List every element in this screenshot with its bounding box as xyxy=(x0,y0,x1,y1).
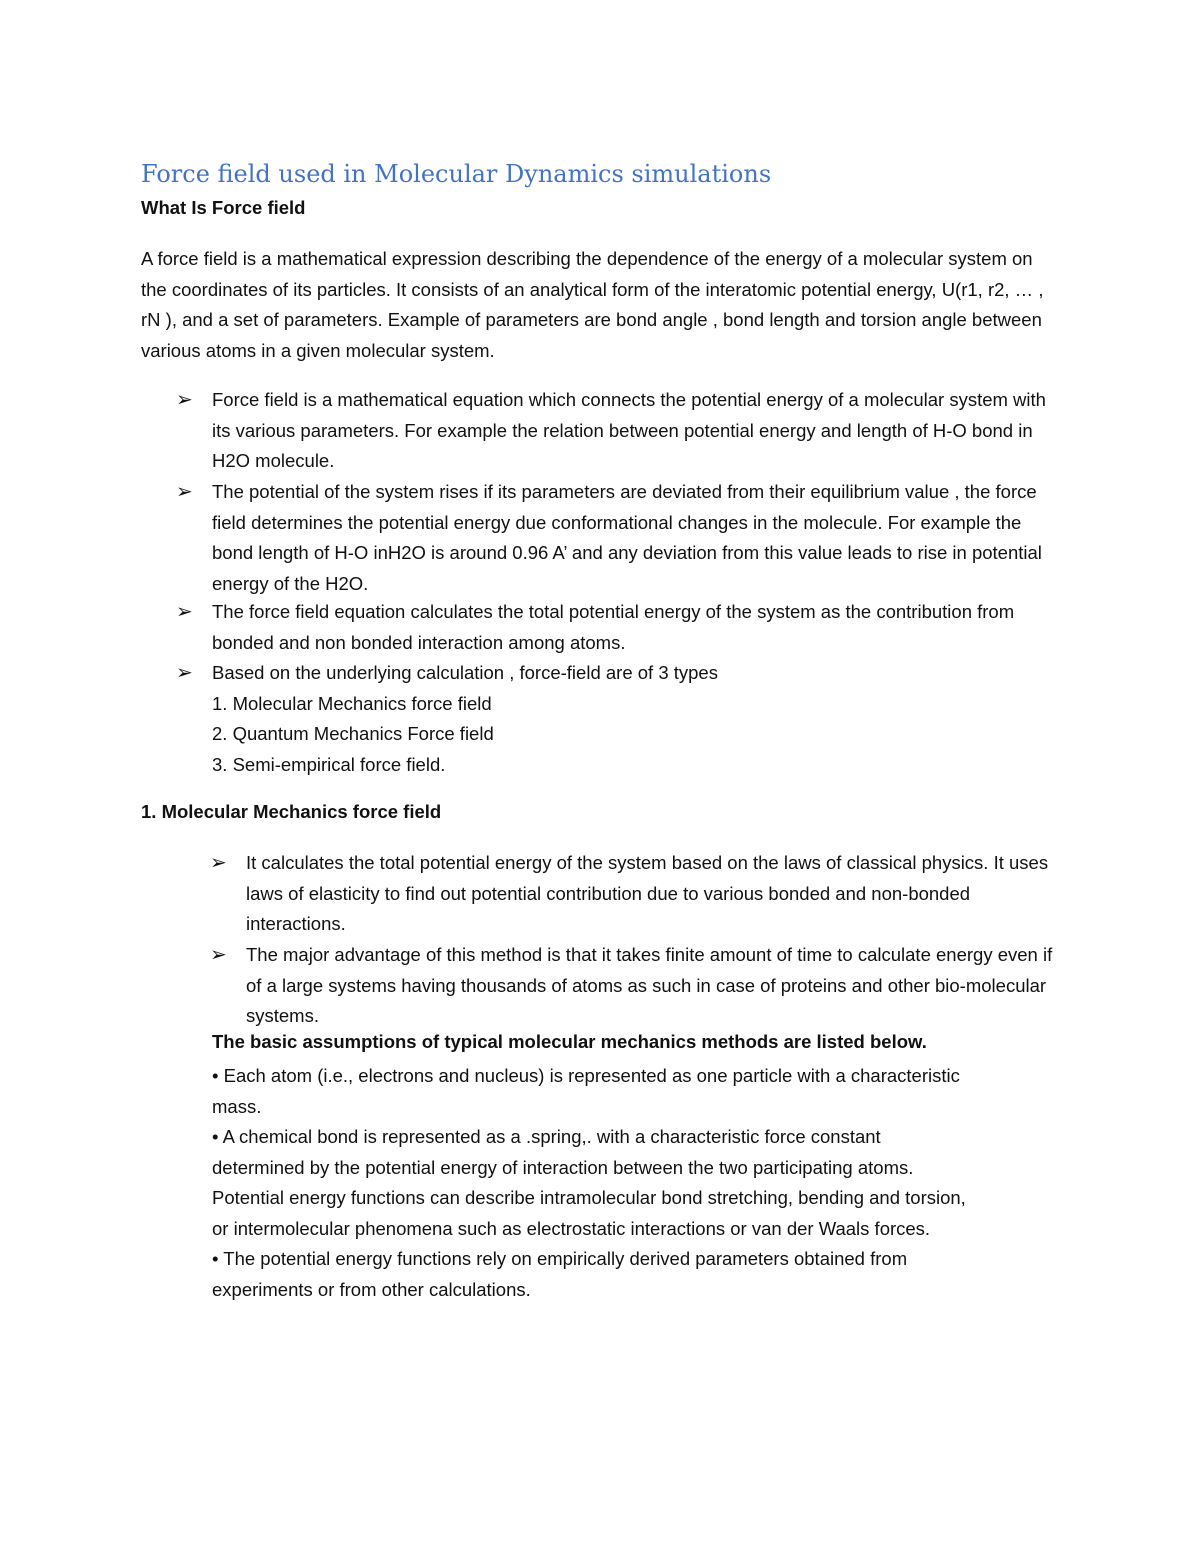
list-item xyxy=(210,940,1061,1032)
bullet-text: The potential of the system rises if its parameters are deviated from their equilibrium value , the force field determines the potential energy due conformational changes in the molecule. For example the bond length of H-O inH2O is around 0.96 A’ and any deviation from this value leads to rise in potential energy of the H2O. xyxy=(212,481,1042,594)
assumptions-heading: The basic assumptions of typical molecular mechanics methods are listed below. xyxy=(212,1031,927,1052)
list-item: • The potential energy functions rely on empirically derived parameters obtained from experiments or from other calculations. xyxy=(212,1248,908,1300)
bullet-text: Force field is a mathematical equation which connects the potential energy of a molecular system with its various parameters. For example the relation between potential energy and length of H-O bond in H2O molecule. xyxy=(212,389,1046,471)
arrowhead-bullet-icon: ➢ xyxy=(176,662,193,684)
list-item: • A chemical bond is represented as a .spring,. with a characteristic force constant determined by the potential energy of interaction between the two participating atoms. Potential energy functions can describe intramolecular bond stretching, bending and torsion, or intermolecular phenomena such as electrostatic interactions or van der Waals forces. xyxy=(212,1126,966,1239)
list-item: 1. Molecular Mechanics force field xyxy=(212,692,492,714)
bullet-text: The major advantage of this method is that it takes finite amount of time to calculate energy even if of a large systems having thousands of atoms as such in case of proteins and other bio-molecular systems. xyxy=(246,944,1053,1026)
arrowhead-bullet-icon: ➢ xyxy=(210,944,227,966)
arrowhead-bullet-icon: ➢ xyxy=(176,481,193,503)
arrowhead-bullet-icon: ➢ xyxy=(210,852,227,874)
page-title: Force field used in Molecular Dynamics simulations xyxy=(141,160,772,188)
bullet-text: It calculates the total potential energy of the system based on the laws of classical physics. It uses laws of elasticity to find out potential contribution due to various bonded and non-bonded interactions. xyxy=(246,852,1049,934)
list-item: • Each atom (i.e., electrons and nucleus) is represented as one particle with a characteristic mass. xyxy=(212,1065,960,1117)
list-item: 2. Quantum Mechanics Force field xyxy=(212,723,494,744)
arrowhead-bullet-icon: ➢ xyxy=(176,389,193,411)
list-item: 3. Semi-empirical force field. xyxy=(212,753,446,775)
bullet-text: Based on the underlying calculation , force-field are of 3 types xyxy=(212,662,718,683)
assumptions-list xyxy=(212,1061,972,1305)
list-item xyxy=(176,477,1062,599)
section-heading-what-is: What Is Force field xyxy=(141,197,306,218)
intro-paragraph: A force field is a mathematical expression describing the dependence of the energy of a molecular system on the coordinates of its particles. It consists of an analytical form of the interatomic potential energy, U(r1, r2, … , rN ), and a set of parameters. Example of parameters are bond angle , bond length and torsion angle between various atoms in a given molecular system. xyxy=(141,248,1044,361)
arrowhead-bullet-icon: ➢ xyxy=(176,601,193,623)
list-item xyxy=(176,597,1062,658)
list-item xyxy=(176,385,1062,477)
list-item xyxy=(210,848,1061,940)
section-heading-molecular-mechanics: 1. Molecular Mechanics force field xyxy=(141,801,442,822)
list-item xyxy=(176,658,1062,780)
force-field-types-list xyxy=(212,689,1062,781)
bullet-text: The force field equation calculates the total potential energy of the system as the contribution from bonded and non bonded interaction among atoms. xyxy=(212,601,1015,653)
